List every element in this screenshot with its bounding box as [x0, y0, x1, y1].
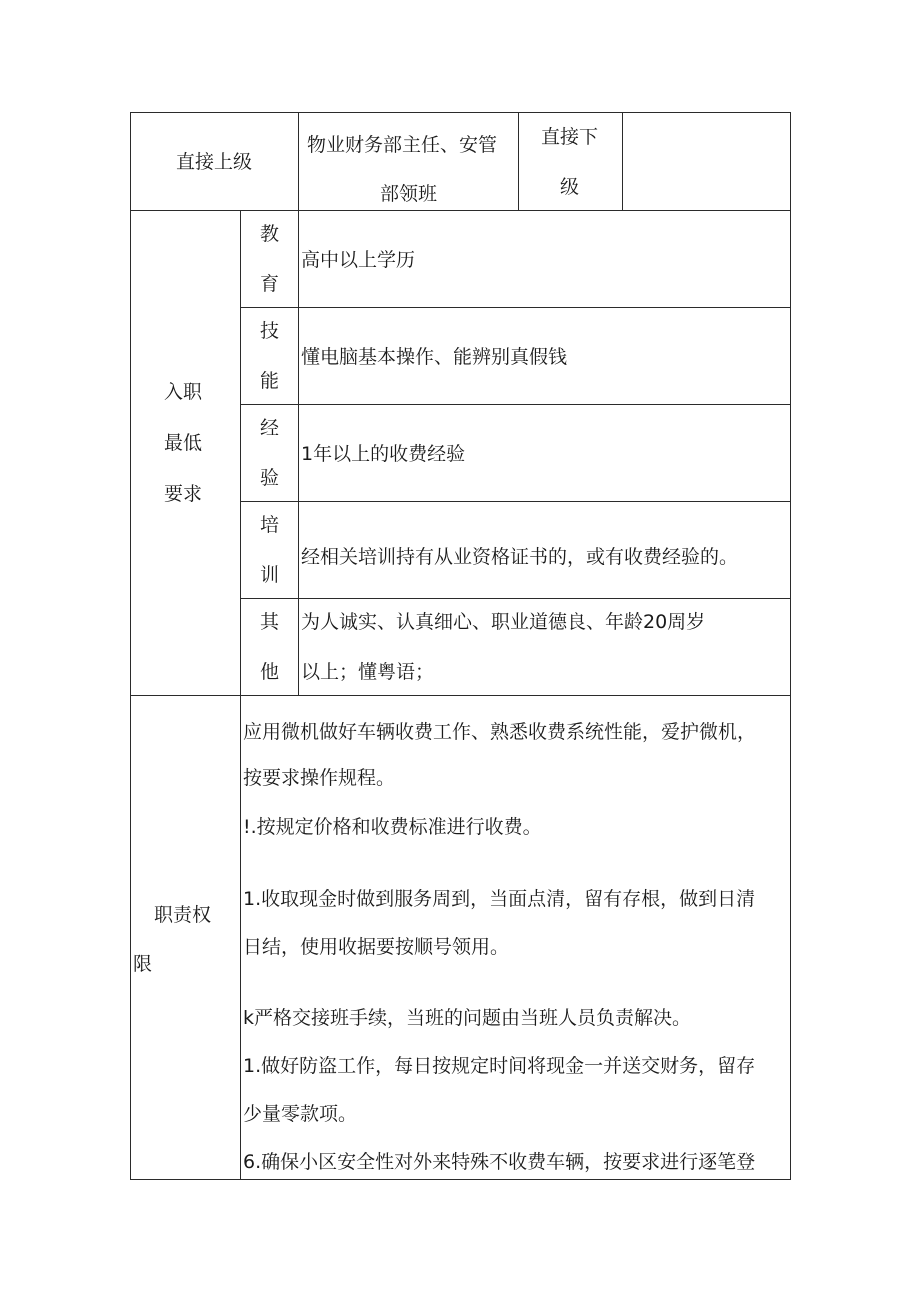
requirements-section-label: 入职: [164, 381, 203, 403]
direct-superior-value: 部领班: [380, 183, 438, 205]
duty-line: 6.确保小区安全性对外来特殊不收费车辆，按要求进行逐笔登: [243, 1151, 756, 1173]
row-divider: [240, 501, 791, 502]
other-label: 其: [260, 611, 280, 633]
duties-section-label: 职责权: [154, 904, 212, 926]
requirements-section-label: 要求: [164, 483, 203, 505]
duty-line: k严格交接班手续，当班的问题由当班人员负责解决。: [243, 1007, 692, 1029]
requirements-section-label: 最低: [164, 432, 203, 454]
experience-label: 验: [260, 467, 280, 489]
table-border-right: [790, 112, 791, 1180]
table-border-left: [130, 112, 131, 1180]
other-value: 以上；懂粤语；: [301, 661, 435, 683]
duty-line: 应用微机做好车辆收费工作、熟悉收费系统性能，爱护微机，: [243, 721, 757, 743]
training-label: 培: [260, 514, 280, 536]
training-value: 经相关培训持有从业资格证书的，或有收费经验的。: [301, 546, 739, 568]
experience-value: 1年以上的收费经验: [301, 443, 466, 465]
skills-label: 技: [260, 320, 280, 342]
skills-value: 懂电脑基本操作、能辨别真假钱: [301, 346, 568, 368]
table-border-bottom: [130, 1179, 791, 1180]
column-divider: [518, 112, 519, 211]
row-divider: [130, 210, 791, 211]
education-label: 教: [260, 223, 280, 245]
direct-subordinate-label: 直接下: [541, 126, 599, 148]
experience-label: 经: [260, 417, 280, 439]
duty-line: 1.做好防盗工作，每日按规定时间将现金一并送交财务，留存: [243, 1055, 756, 1077]
education-label: 育: [260, 273, 280, 295]
duty-line: 日结，使用收据要按顺号领用。: [243, 936, 510, 958]
row-divider: [240, 404, 791, 405]
other-label: 他: [260, 661, 280, 683]
other-value: 为人诚实、认真细心、职业道德良、年龄20周岁: [301, 611, 706, 633]
column-divider: [298, 210, 299, 696]
duty-line: 少量零款项。: [243, 1103, 358, 1125]
duties-section-label: 限: [133, 953, 153, 975]
row-divider: [240, 307, 791, 308]
direct-subordinate-label: 级: [560, 176, 580, 198]
duty-line: !.按规定价格和收费标准进行收费。: [243, 816, 542, 838]
training-label: 训: [260, 564, 280, 586]
direct-superior-label: 直接上级: [176, 151, 253, 173]
duty-line: 1.收取现金时做到服务周到，当面点清，留有存根，做到日清: [243, 888, 756, 910]
skills-label: 能: [260, 370, 280, 392]
duty-line: 按要求操作规程。: [243, 767, 396, 789]
row-divider: [130, 695, 791, 696]
direct-superior-value: 物业财务部主任、安管: [307, 134, 498, 156]
row-divider: [240, 598, 791, 599]
column-divider: [298, 112, 299, 211]
table-border-top: [130, 112, 791, 113]
column-divider: [622, 112, 623, 211]
education-value: 高中以上学历: [301, 249, 416, 271]
column-divider: [240, 210, 241, 1180]
